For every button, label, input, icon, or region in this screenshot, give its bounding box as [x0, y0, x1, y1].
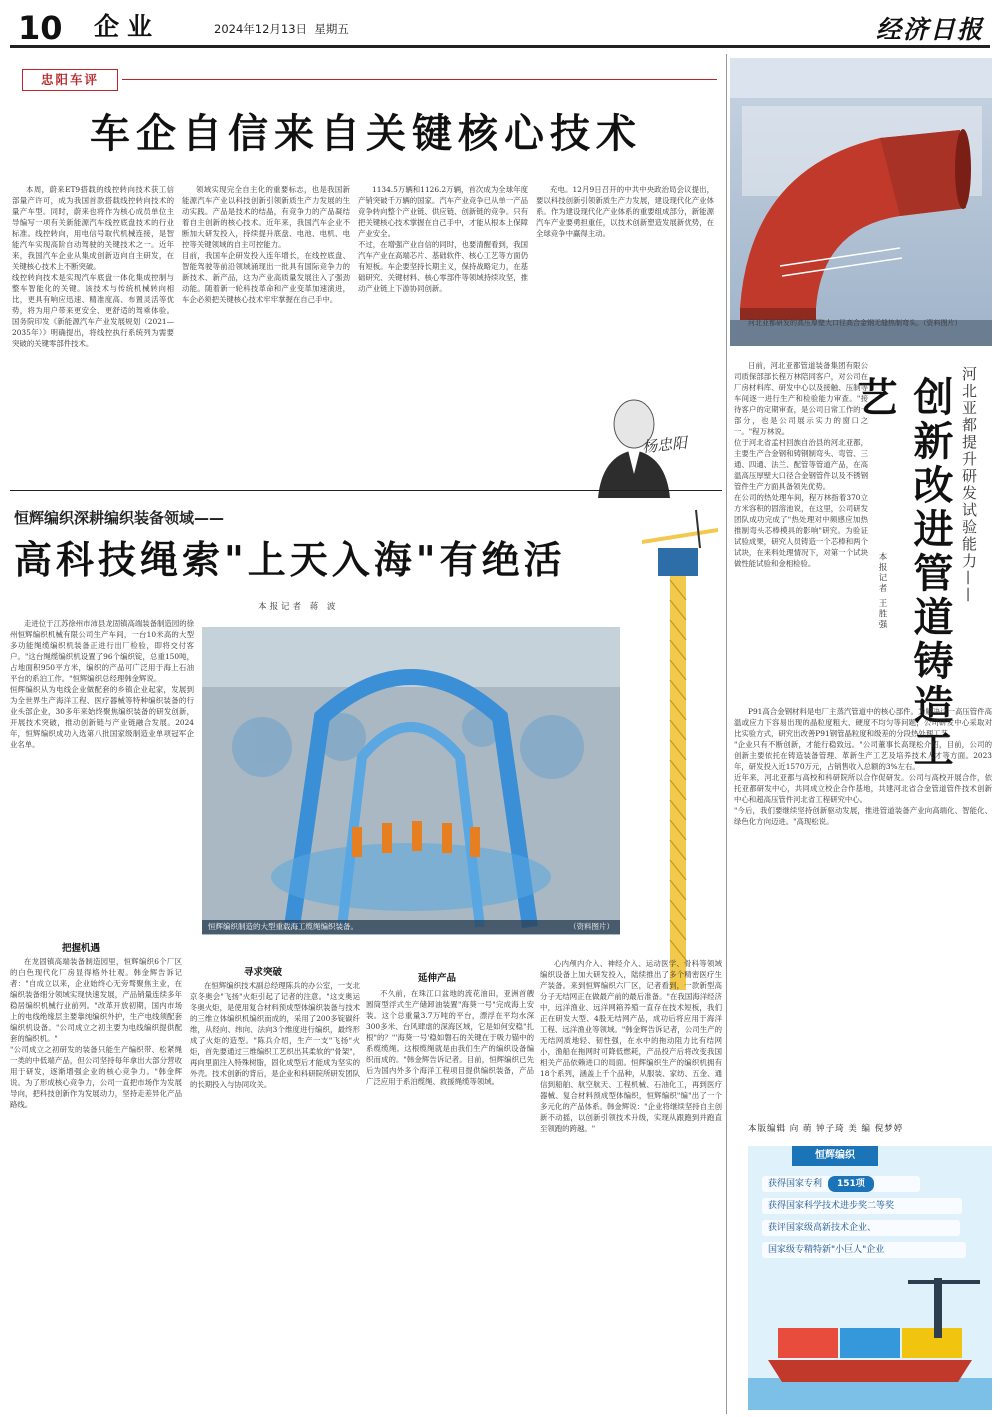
divider: [726, 54, 727, 1414]
commentary-col-4b: [536, 374, 588, 480]
subhead-extend-products: 延伸产品: [418, 973, 457, 984]
feature-col-2: 在恒辉编织技术副总经理陈兵的办公室，一支北京冬奥会"飞扬"火炬引起了记者的注意。"这支奥运冬奥火炬，是使用复合材料预成型体编织装备与技术的三维立体编织机编织而成的，采用了200多锭碳纤维，从经向、纬向、法向3个维度进行编织，最终形成了火炬的造型。"陈兵介绍，生产一支"飞扬"火炬，首先要通过三维编织工艺织出其柔软的"骨架"，再向里面注入特殊树脂，固化成型后才能成为坚实的外壳。技术创新的背后，是企业和科研院所研发团队的长期投入与协同攻关。: [190, 981, 360, 1089]
page-number: 10: [18, 9, 63, 47]
pipe-photo-caption: 河北亚都研发的高压厚壁大口径高合金钢无缝热制弯头。（资料图片）: [748, 319, 962, 327]
photo-credit: （资料图片）: [569, 922, 614, 931]
braiding-photo-caption: （资料图片） 恒辉编织制造的大型重载海工缆绳编织装备。: [202, 920, 620, 934]
right-story-kicker: 河北亚都提升研发试验能力——: [960, 366, 978, 604]
commentary-col-1: 本周，蔚来ET9搭载的线控转向技术获工信部量产许可，成为我国首款搭载线控转向技术的量产车型。同时，蔚来也将作为核心成员单位主导编写一项有关新能源汽车线控底盘技术的行业标准。线控转向，用电信号取代机械连接，是智能汽车实现高阶自动驾驶的关键技术之一。近年来，我国汽车企业从集成创新迈向自主研发，在关键核心技术上不断突破。 线控转向技术是实现汽车底盘一体化集成控制与整车智能化的关键。该技术与传统机械转向相比，更具有响应迅速、精准度高、布置灵活等优势，将为用户带来更安全、更舒适的驾乘体验。国务院印发《新能源汽车产业发展规划（2021—2035年）》明确提出，将线控执行系统列为需要突破的关键零部件技术。: [12, 185, 174, 348]
issue-date: 2024年12月13日 星期五: [214, 22, 349, 36]
info-item-patents: 获得国家专利 151项: [762, 1176, 920, 1192]
feature-col-3: 不久前，在珠江口盆地的流花油田，亚洲首艘圆筒型浮式生产储卸油装置"海葵一号"完成海上安装。这个总重量3.7万吨的平台，漂浮在平均水深300多米、台风肆虐的深海区域，它是如何安稳"扎根"的？"'海葵一号'稳如磐石的关键在于吸力锚中的系缆缆绳。这根缆绳就是由我们生产的编织设备编织而成的。"韩金辉告诉记者。目前，恒辉编织已先后为国内外多个海洋工程项目提供编织装备，产品广泛应用于系泊缆绳、救援绳缆等领域。: [366, 989, 534, 1086]
info-item-little-giant: 国家级专精特新"小巨人"企业: [762, 1242, 966, 1258]
divider: [10, 490, 722, 491]
editor-credits: 本版编辑 向 萌 钟子琦 美 编 倪梦婷: [748, 1124, 904, 1134]
info-item-award: 获得国家科学技术进步奖二等奖: [762, 1198, 962, 1214]
patent-count-badge: 151项: [828, 1176, 874, 1192]
feature-headline: 高科技绳索"上天入海"有绝活: [14, 537, 566, 582]
right-story-col-lower: P91高合金钢材料是电厂主蒸汽管道中的核心部件。为解决这一高压管件高温或应力下容易出现的晶粒度粗大、硬度不均匀等问题，公司研发中心采取对比实验方式，研究出改善P91钢管晶粒度和级差的分段热处理工艺。 "企业只有不断创新，才能行稳致远。"公司董事长高现松介绍，目前，公司的创新主要依托在铸造装备管理、革新生产工艺及培养技术人才等方面。2023年，研发投入近1570万元，占销售收入总额的3%左右。 近年来，河北亚都与高校和科研院所以合作促研发。公司与高校开展合作，依托亚都研发中心，共同成立校企合作基地，共建河北省合金管道管件技术创新中心和超高压管件河北省工程研究中心。 "今后，我们要继续坚持创新驱动发展，推进管道装备产业向高端化、智能化、绿色化方向迈进。"高现松说。: [734, 707, 992, 826]
commentary-col-2: 领域实现完全自主化的重要标志，也是我国新能源汽车产业以科技创新引领新质生产力发展的生动实践。产品是技术的结晶，有竞争力的产品凝结着自主创新的核心技术。近年来，我国汽车企业不断加大研发投入，持续提升底盘、电池、电机、电控等关键领域的自主可控能力。 目前，我国车企研发投入连年增长，在线控底盘、智能驾驶等前沿领域涌现出一批具有国际竞争力的新技术、新产品，这为产业高质量发展注入了强劲动能。随着新一轮科技革命和产业变革加速演进，车企必须把关键核心技术牢牢掌握在自己手中。: [182, 185, 350, 304]
subhead-breakthrough: 寻求突破: [244, 967, 283, 978]
right-story-headline: 创新改进管道铸造工艺: [851, 376, 953, 772]
info-item-hightech: 获评国家级高新技术企业、: [762, 1220, 960, 1236]
elbow-pipe-photo: [730, 58, 992, 346]
right-story-col-upper: 日前，河北亚都管道装备集团有限公司质保部部长程万林陪同客户，对公司在厂房材料库、研发中心以及接触、压制等车间逐一进行生产和检验能力审查。"接待客户的定期审查，是公司日常工作的一部分，也是公司展示实力的窗口之一。"程万林说。 位于河北省孟村回族自治县的河北亚都，主要生产合金钢和铸钢制弯头、弯管、三通、四通、法兰、配管等管道产品，在高温高压厚壁大口径合金钢管件以及不锈钢管件生产方面具备领先优势。 在公司的热处理车间，程万林指着370立方米容积的固溶池说，在这里，公司研发团队成功完成了"热处理对中频感应加热推制弯头芯棒模具的影响"研究。为验证试验成果，研究人员铸造一个芯棒和两个试块，在来料处理情况下，对第一个试块做性能试验和金相检验。: [734, 361, 868, 568]
column-tag: 忠阳车评: [22, 69, 118, 91]
commentary-article: [10, 56, 722, 486]
feature-intro: 走进位于江苏徐州市沛县龙固镇高端装备制造园的徐州恒辉编织机械有限公司生产车间，一台10米高的大型多功能绳缆编织机装备正进行出厂检验，即将交付客户。"这台绳缆编织机设置了96个编织锭，总重150吨，占地面积950平方米，编织的产品可广泛用于海上石油平台的系泊工作。"恒辉编织总经理韩金辉说。 恒辉编织从为电线企业做配套的乡镇企业起家，发展到为全世界生产海洋工程、医疗器械等特种编织装备的行业头部企业，30多年来始终聚焦编织装备的研发创新，开展技术突破，推动创新链与产业链融合发展。2024年，恒辉编织成功入选第八批国家级制造业单项冠军企业名单。: [10, 619, 194, 749]
feature-col-1: 在龙固镇高端装备制造园里，恒辉编织6个厂区的白色现代化厂房显得格外壮观。韩金辉告诉记者："自成立以来，企业始终心无旁骛聚焦主业，在编织装备细分领域实现快速发展，产品销量连续多年稳居编织机械行业前列。"改革开放初期，国内市场上的电线绝缘层主要靠纯编织外护，生产电线须配套编织机设备。"公司成立之初主要为电线编织提供配套的编织机。" "公司成立之初研发的装备只能生产编织带、松紧绳一类的中低端产品，但公司坚持每年拿出大部分营收用于研发，逐渐增强企业的核心竞争力。"韩金辉说。为了形成核心竞争力，公司一直把市场作为发展导向，把科技创新作为发展动力，坚持走差异化产品路线。: [10, 957, 182, 1109]
feature-kicker: 恒辉编织深耕编织装备领域——: [14, 509, 225, 527]
author-signature: 杨忠阳: [641, 433, 688, 457]
section-name: 企业: [94, 12, 161, 41]
crane-illustration: [640, 500, 720, 990]
info-box-title: 恒辉编织: [792, 1146, 878, 1166]
feature-col-4: 心内颅内介入、神经介入、运动医学、骨科等领域编织设备上加大研发投入，陆续推出了多个精密医疗生产装备。来到恒辉编织六厂区，记者看到，一款新型高分子无结网正在做最产前的最后准备。"在我国海洋经济中，远洋渔业、远洋网箱养殖一直存在技术短板，我们正在研发大型、4股无结网产品，成功后将应用于海洋工程、远洋渔业等领域。"韩金辉告诉记者，公司生产的无结网质地轻、韧性强，在水中的拖动阻力比有结网小，渔船在拖网时可降低燃耗，产品投产后将改变我国相关产品依赖进口的局面。恒辉编织生产的编织机拥有18个系列，涵盖上千个品种，从服装、家纺、五金、通信到船舶、航空航天、工程机械、石油化工，再到医疗器械、复合材料预成型体编织，恒辉编织"编"出了一个多元化的产品体系。韩金辉说："企业将继续坚持自主创新不动摇，以创新引领技术升级，实现从跟跑到并跑直至领跑的跨越。": [540, 959, 722, 1133]
masthead: [10, 8, 990, 48]
feature-byline: 本报记者 蒋 波: [258, 602, 339, 612]
commentary-col-3: 1134.5万辆和1126.2万辆，首次成为全球年度产销突破千万辆的国家。汽车产业竞争已从单一产品竞争转向整个产业链、供应链、创新链的竞争。只有把关键核心技术掌握在自己手中，才能从根本上保障产业安全。 不过，在增强产业自信的同时，也要清醒看到，我国汽车产业在高端芯片、基础软件、核心工艺等方面仍有短板。车企要坚持长期主义，保持战略定力，在基础研究、关键材料、核心零部件等领域持续攻坚，推动产业链上下游协同创新。: [358, 185, 528, 293]
port-illustration: [748, 1268, 992, 1410]
right-story-byline: 本报记者 王胜强: [877, 552, 887, 631]
commentary-col-4: 充电。12月9日召开的中共中央政治局会议提出，要以科技创新引领新质生产力发展，建设现代化产业体系。作为建设现代化产业体系的重要组成部分，新能源汽车产业要勇担重任，以技术创新塑造发展新优势，在全球竞争中赢得主动。: [536, 185, 714, 238]
company-info-box: [748, 1146, 992, 1410]
braiding-machine-photo: [202, 627, 620, 935]
newspaper-logo: 经济日报: [875, 15, 984, 44]
commentary-headline: 车企自信来自关键核心技术: [90, 111, 642, 157]
subhead-seize-opportunity: 把握机遇: [62, 943, 101, 954]
